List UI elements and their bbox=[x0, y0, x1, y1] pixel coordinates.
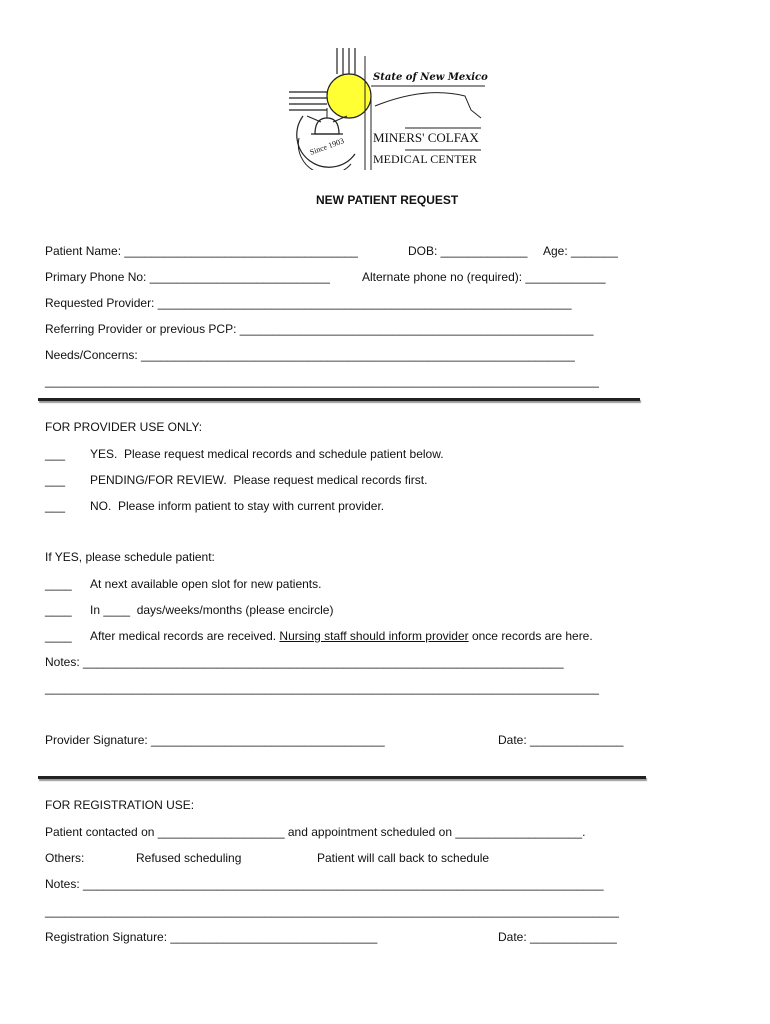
medical-center-logo bbox=[285, 46, 488, 170]
after-records-text: After medical records are received. bbox=[90, 629, 280, 643]
dob-field[interactable]: DOB: _____________ bbox=[408, 244, 528, 258]
patient-contacted-field[interactable]: Patient contacted on ___________________ and appointment scheduled on ___________________. bbox=[45, 825, 586, 839]
call-back-option[interactable]: Patient will call back to schedule bbox=[317, 851, 490, 865]
option-yes-blank[interactable]: ___ bbox=[45, 447, 66, 461]
option-yes-label: YES. Please request medical records and schedule patient below. bbox=[90, 447, 444, 461]
refused-scheduling-option[interactable]: Refused scheduling bbox=[136, 851, 242, 865]
once-records-text: once records are here. bbox=[468, 629, 593, 643]
provider-use-heading: FOR PROVIDER USE ONLY: bbox=[45, 420, 203, 434]
others-label: Others: bbox=[45, 851, 85, 865]
registration-heading: FOR REGISTRATION USE: bbox=[45, 798, 195, 812]
sun-icon bbox=[327, 74, 371, 118]
logo-state-text: State of New Mexico bbox=[373, 72, 488, 83]
age-field[interactable]: Age: _______ bbox=[543, 244, 618, 258]
option-no-label: NO. Please inform patient to stay with current provider. bbox=[90, 499, 385, 513]
schedule-next-slot-label: At next available open slot for new patients. bbox=[90, 577, 322, 591]
needs-concerns-line2[interactable]: ___________________________________________________________________________________ bbox=[45, 374, 599, 388]
requested-provider-field[interactable]: Requested Provider: ______________________________________________________________ bbox=[45, 296, 572, 310]
logo-name-line1: MINERS' COLFAX bbox=[373, 130, 479, 145]
schedule-notes-field[interactable]: Notes: ________________________________________________________________________ bbox=[45, 655, 564, 669]
registration-notes-field[interactable]: Notes: ______________________________________________________________________________ bbox=[45, 877, 604, 891]
option-no-blank[interactable]: ___ bbox=[45, 499, 66, 513]
nursing-staff-text: Nursing staff should inform provider bbox=[279, 629, 469, 643]
provider-date-field[interactable]: Date: ______________ bbox=[498, 733, 624, 747]
registration-notes-line2[interactable]: ______________________________________________________________________________________ bbox=[45, 904, 619, 918]
primary-phone-field[interactable]: Primary Phone No: ___________________________ bbox=[45, 270, 330, 284]
patient-name-field[interactable]: Patient Name: ___________________________________ bbox=[45, 244, 358, 258]
schedule-in-period-blank[interactable]: ____ bbox=[45, 603, 72, 617]
alternate-phone-field[interactable]: Alternate phone no (required): ____________ bbox=[362, 270, 606, 284]
needs-concerns-field[interactable]: Needs/Concerns: _________________________________________________________________ bbox=[45, 348, 575, 362]
schedule-in-period-label: In ____ days/weeks/months (please encircle) bbox=[90, 603, 334, 617]
logo-name-line2: MEDICAL CENTER bbox=[373, 152, 477, 166]
section-divider-2 bbox=[38, 776, 646, 779]
referring-provider-field[interactable]: Referring Provider or previous PCP: _____________________________________________________ bbox=[45, 322, 594, 336]
schedule-heading: If YES, please schedule patient: bbox=[45, 550, 215, 564]
section-divider bbox=[38, 398, 640, 401]
page-title: NEW PATIENT REQUEST bbox=[316, 193, 459, 207]
schedule-after-records-label bbox=[90, 629, 593, 643]
registration-date-field[interactable]: Date: _____________ bbox=[498, 930, 617, 944]
schedule-next-slot-blank[interactable]: ____ bbox=[45, 577, 72, 591]
schedule-after-records-blank[interactable]: ____ bbox=[45, 629, 72, 643]
logo-since-text: Since 1903 bbox=[308, 136, 346, 157]
registration-signature-field[interactable]: Registration Signature: _______________________________ bbox=[45, 930, 378, 944]
option-pending-label: PENDING/FOR REVIEW. Please request medical records first. bbox=[90, 473, 428, 487]
option-pending-blank[interactable]: ___ bbox=[45, 473, 66, 487]
provider-signature-field[interactable]: Provider Signature: ___________________________________ bbox=[45, 733, 385, 747]
schedule-notes-line2[interactable]: ___________________________________________________________________________________ bbox=[45, 681, 599, 695]
bell-icon bbox=[315, 118, 339, 134]
